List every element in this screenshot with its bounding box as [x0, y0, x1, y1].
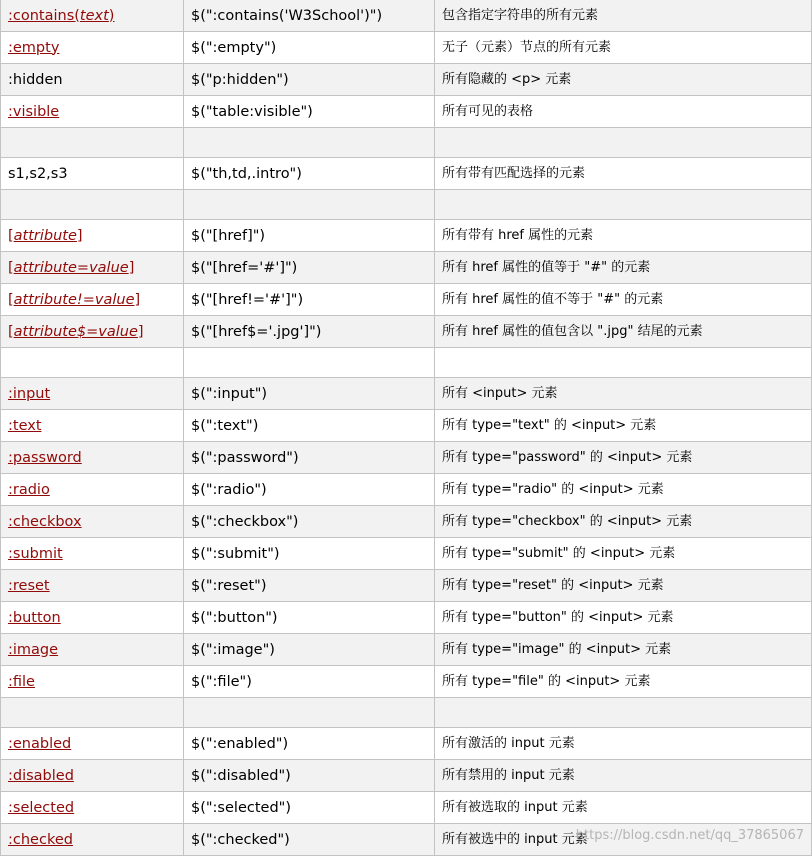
selector-cell: [1, 128, 184, 158]
selector-prefix: :input: [8, 385, 51, 402]
selector-cell: [1, 64, 184, 96]
description-cell: [435, 538, 812, 570]
description-text: 所有 type="checkbox" 的 <input> 元素: [442, 513, 693, 529]
table-row: [1, 32, 812, 64]
example-cell: [184, 824, 435, 856]
description-cell: [435, 824, 812, 856]
description-cell: [435, 220, 812, 252]
example-code: $(":enabled"): [191, 735, 289, 752]
table-row: [1, 284, 812, 316]
selector-prefix: :disabled: [8, 767, 74, 784]
watermark: https://blog.csdn.net/qq_37865067: [575, 828, 804, 843]
selector-link[interactable]: [8, 40, 59, 56]
selector-prefix: [: [8, 259, 14, 276]
selector-link[interactable]: [8, 450, 82, 466]
selector-prefix: :checkbox: [8, 513, 82, 530]
selector-prefix: :hidden: [8, 71, 63, 88]
selector-cell: [1, 698, 184, 728]
description-cell: [435, 190, 812, 220]
description-text: 包含指定字符串的所有元素: [442, 7, 599, 23]
selector-cell: [1, 602, 184, 634]
example-code: $(":file"): [191, 673, 252, 690]
example-code: $(":disabled"): [191, 767, 291, 784]
table-row: [1, 64, 812, 96]
selector-cell: [1, 158, 184, 190]
table-row: [1, 506, 812, 538]
example-code: $(":checked"): [191, 831, 290, 848]
description-cell: [435, 128, 812, 158]
selector-param: attribute$=value: [13, 323, 138, 340]
example-cell: [184, 64, 435, 96]
example-cell: [184, 0, 435, 32]
description-cell: [435, 792, 812, 824]
selector-prefix: :visible: [8, 103, 60, 120]
example-cell: [184, 220, 435, 252]
description-text: 所有 type="button" 的 <input> 元素: [442, 609, 674, 625]
example-cell: [184, 32, 435, 64]
selector-prefix: s1,s2,s3: [8, 165, 68, 182]
description-text: 所有 type="file" 的 <input> 元素: [442, 673, 651, 689]
selector-link[interactable]: [8, 546, 63, 562]
selector-prefix: :text: [8, 417, 42, 434]
description-cell: [435, 378, 812, 410]
example-cell: [184, 348, 435, 378]
description-cell: [435, 570, 812, 602]
example-cell: [184, 760, 435, 792]
description-cell: [435, 96, 812, 128]
selector-link[interactable]: [8, 482, 50, 498]
description-text: 所有带有匹配选择的元素: [442, 165, 586, 181]
description-cell: [435, 602, 812, 634]
selector-text: [8, 72, 63, 88]
selector-link[interactable]: [8, 642, 58, 658]
description-text: 所有 type="text" 的 <input> 元素: [442, 417, 657, 433]
description-cell: [435, 442, 812, 474]
selector-param: attribute: [13, 227, 77, 244]
selector-prefix: [: [8, 291, 14, 308]
example-code: $(":button"): [191, 609, 278, 626]
table-body: [1, 0, 812, 856]
description-text: 所有 <input> 元素: [442, 385, 558, 401]
example-cell: [184, 316, 435, 348]
selector-link[interactable]: [8, 800, 74, 816]
selector-cell: [1, 252, 184, 284]
selector-cell: [1, 32, 184, 64]
example-code: $(":image"): [191, 641, 275, 658]
table-row: [1, 0, 812, 32]
selector-prefix: :radio: [8, 481, 50, 498]
table-row: [1, 728, 812, 760]
example-cell: [184, 252, 435, 284]
selector-prefix: :image: [8, 641, 59, 658]
description-cell: [435, 32, 812, 64]
selector-suffix: ]: [128, 259, 135, 276]
selector-cell: [1, 220, 184, 252]
description-text: 所有带有 href 属性的元素: [442, 227, 594, 243]
description-cell: [435, 0, 812, 32]
selector-cell: [1, 474, 184, 506]
selector-cell: [1, 284, 184, 316]
description-cell: [435, 760, 812, 792]
example-cell: [184, 128, 435, 158]
example-cell: [184, 190, 435, 220]
selector-cell: [1, 348, 184, 378]
example-cell: [184, 666, 435, 698]
selector-link[interactable]: [8, 832, 73, 848]
example-cell: [184, 378, 435, 410]
selector-suffix: ]: [76, 227, 83, 244]
table-row: [1, 410, 812, 442]
selector-cell: [1, 316, 184, 348]
example-cell: [184, 410, 435, 442]
description-cell: [435, 64, 812, 96]
selector-prefix: :button: [8, 609, 61, 626]
description-cell: [435, 474, 812, 506]
selector-cell: [1, 792, 184, 824]
description-text: 所有被选中的 input 元素: [442, 831, 588, 847]
table-row: [1, 570, 812, 602]
description-cell: [435, 666, 812, 698]
table-row: [1, 220, 812, 252]
selector-text: [8, 166, 68, 182]
example-cell: [184, 158, 435, 190]
selector-cell: [1, 96, 184, 128]
example-cell: [184, 442, 435, 474]
selector-prefix: :reset: [8, 577, 50, 594]
table-row: [1, 96, 812, 128]
example-code: $(":reset"): [191, 577, 267, 594]
description-text: 所有被选取的 input 元素: [442, 799, 588, 815]
example-cell: [184, 570, 435, 602]
description-text: 所有 type="reset" 的 <input> 元素: [442, 577, 664, 593]
selector-param: attribute!=value: [13, 291, 135, 308]
description-cell: [435, 506, 812, 538]
example-code: $(":submit"): [191, 545, 280, 562]
selector-param: text: [79, 7, 109, 24]
description-text: 所有 type="image" 的 <input> 元素: [442, 641, 672, 657]
example-cell: [184, 698, 435, 728]
description-cell: [435, 284, 812, 316]
example-cell: [184, 96, 435, 128]
selector-cell: [1, 506, 184, 538]
selector-param: attribute=value: [13, 259, 129, 276]
selector-prefix: [: [8, 227, 14, 244]
selector-prefix: [: [8, 323, 14, 340]
description-cell: [435, 316, 812, 348]
selector-cell: [1, 378, 184, 410]
selector-link[interactable]: [8, 386, 50, 402]
selector-link[interactable]: [8, 292, 140, 308]
separator-row: [1, 698, 812, 728]
selector-link[interactable]: [8, 418, 42, 434]
selector-link[interactable]: [8, 260, 134, 276]
selector-cell: [1, 824, 184, 856]
example-code: $(":input"): [191, 385, 268, 402]
selector-link[interactable]: [8, 674, 35, 690]
selector-link[interactable]: [8, 768, 74, 784]
table-row: [1, 442, 812, 474]
example-code: $("[href$='.jpg']"): [191, 323, 322, 340]
separator-row: [1, 128, 812, 158]
selector-cell: [1, 760, 184, 792]
selector-link[interactable]: [8, 514, 82, 530]
description-text: 所有 href 属性的值等于 "#" 的元素: [442, 259, 651, 275]
example-code: $(":radio"): [191, 481, 267, 498]
selector-prefix: :file: [8, 673, 35, 690]
selector-cell: [1, 634, 184, 666]
example-cell: [184, 506, 435, 538]
table-row: [1, 252, 812, 284]
description-cell: [435, 158, 812, 190]
description-cell: [435, 728, 812, 760]
selector-prefix: :checked: [8, 831, 73, 848]
example-code: $("[href!='#']"): [191, 291, 304, 308]
selector-prefix: :selected: [8, 799, 75, 816]
example-cell: [184, 602, 435, 634]
selector-prefix: :submit: [8, 545, 63, 562]
example-cell: [184, 728, 435, 760]
example-cell: [184, 284, 435, 316]
description-cell: [435, 252, 812, 284]
description-text: 所有激活的 input 元素: [442, 735, 575, 751]
table-row: [1, 666, 812, 698]
selector-cell: [1, 666, 184, 698]
selector-cell: [1, 190, 184, 220]
description-text: 所有隐藏的 <p> 元素: [442, 71, 572, 87]
table-row: [1, 760, 812, 792]
selector-suffix: ]: [134, 291, 141, 308]
table-row: [1, 378, 812, 410]
table-row: [1, 824, 812, 856]
selector-cell: [1, 538, 184, 570]
example-code: $(":password"): [191, 449, 299, 466]
example-code: $("th,td,.intro"): [191, 165, 302, 182]
selector-link[interactable]: [8, 736, 71, 752]
example-cell: [184, 474, 435, 506]
selector-link[interactable]: [8, 8, 114, 24]
selector-link[interactable]: [8, 610, 61, 626]
selector-prefix: :empty: [8, 39, 60, 56]
selector-link[interactable]: [8, 578, 50, 594]
description-cell: [435, 698, 812, 728]
example-cell: [184, 634, 435, 666]
description-cell: [435, 410, 812, 442]
table-row: [1, 474, 812, 506]
selector-cell: [1, 410, 184, 442]
example-code: $(":checkbox"): [191, 513, 299, 530]
selector-cell: [1, 0, 184, 32]
table-row: [1, 602, 812, 634]
description-cell: [435, 348, 812, 378]
selector-suffix: ]: [137, 323, 144, 340]
description-text: 所有禁用的 input 元素: [442, 767, 575, 783]
selector-prefix: :contains(: [8, 7, 80, 24]
example-code: $(":empty"): [191, 39, 277, 56]
selector-link[interactable]: [8, 104, 59, 120]
selector-cell: [1, 728, 184, 760]
table-row: [1, 158, 812, 190]
separator-row: [1, 190, 812, 220]
example-cell: [184, 792, 435, 824]
table-row: [1, 316, 812, 348]
table-row: [1, 634, 812, 666]
selector-prefix: :password: [8, 449, 82, 466]
example-code: $(":text"): [191, 417, 259, 434]
selector-link[interactable]: [8, 228, 83, 244]
example-code: $(":selected"): [191, 799, 291, 816]
description-text: 所有 href 属性的值不等于 "#" 的元素: [442, 291, 664, 307]
separator-row: [1, 348, 812, 378]
selector-cell: [1, 442, 184, 474]
example-code: $("p:hidden"): [191, 71, 289, 88]
example-code: $("[href]"): [191, 227, 266, 244]
selector-cell: [1, 570, 184, 602]
selector-prefix: :enabled: [8, 735, 72, 752]
example-cell: [184, 538, 435, 570]
table-row: [1, 792, 812, 824]
description-text: 无子（元素）节点的所有元素: [442, 39, 612, 55]
description-cell: [435, 634, 812, 666]
description-text: 所有 type="submit" 的 <input> 元素: [442, 545, 676, 561]
selector-link[interactable]: [8, 324, 144, 340]
example-code: $(":contains('W3School')"): [191, 7, 383, 24]
example-code: $("[href='#']"): [191, 259, 298, 276]
selector-suffix: ): [108, 7, 115, 24]
description-text: 所有可见的表格: [442, 103, 534, 119]
description-text: 所有 type="password" 的 <input> 元素: [442, 449, 693, 465]
table-row: [1, 538, 812, 570]
description-text: 所有 type="radio" 的 <input> 元素: [442, 481, 664, 497]
description-text: 所有 href 属性的值包含以 ".jpg" 结尾的元素: [442, 323, 703, 339]
example-code: $("table:visible"): [191, 103, 313, 120]
